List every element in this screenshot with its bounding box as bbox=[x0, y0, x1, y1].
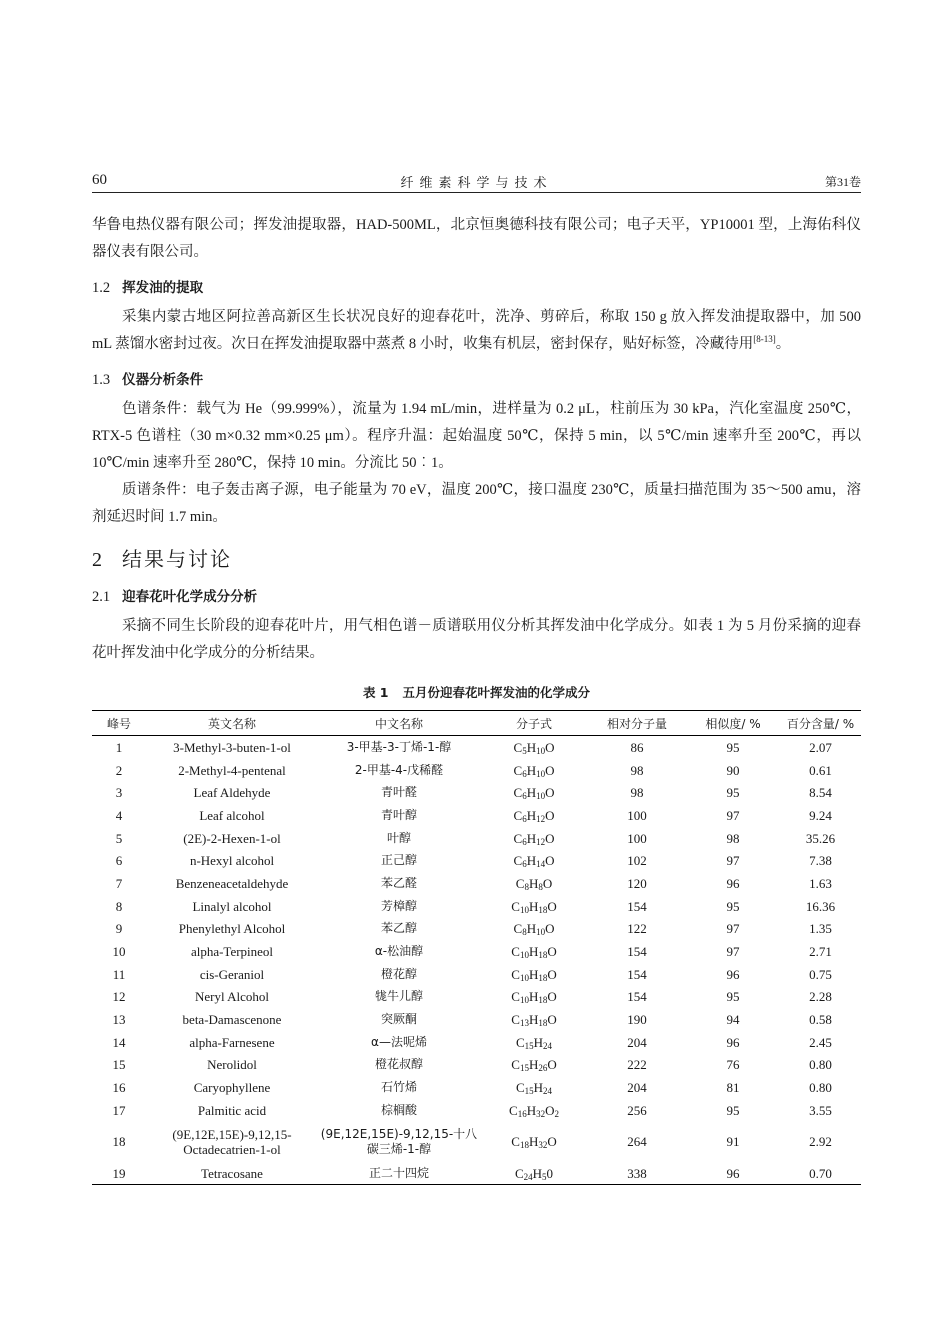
table-row bbox=[92, 804, 861, 827]
header-english-name: 英文名称 bbox=[207, 716, 256, 731]
peak-number: 14 bbox=[112, 1034, 126, 1050]
table-row bbox=[92, 759, 861, 782]
section-1-3-heading bbox=[92, 368, 861, 392]
formula-element: H bbox=[528, 875, 539, 891]
formula-element: C bbox=[513, 807, 523, 823]
molecular-weight: 338 bbox=[627, 1165, 647, 1181]
percentage: 1.63 bbox=[809, 875, 832, 891]
percentage: 35.26 bbox=[805, 830, 836, 846]
paragraph-text: 采集内蒙古地区阿拉善高新区生长状况良好的迎春花叶，洗净、剪碎后，称取 150 g 放入挥发油提取器中，加 500 mL 蒸馏水密封过夜。次日在挥发油提取器中蒸煮 8 小时，收集有机层，密封保存，贴好标签，冷藏待用 bbox=[92, 309, 861, 352]
similarity: 96 bbox=[726, 1165, 740, 1181]
header-percentage: 百分含量/ % bbox=[786, 716, 855, 731]
formula-element: H bbox=[533, 1080, 544, 1096]
molecular-weight: 122 bbox=[627, 921, 647, 937]
formula-subscript: 18 bbox=[538, 972, 548, 983]
formula-subscript: 24 bbox=[543, 1040, 553, 1051]
formula-element: C bbox=[513, 785, 523, 801]
section-number: 2.1 bbox=[92, 589, 111, 605]
chinese-name: 苯乙醇 bbox=[380, 921, 417, 936]
percentage: 2.92 bbox=[809, 1134, 832, 1150]
formula-element: H bbox=[528, 944, 539, 960]
molecular-formula bbox=[480, 940, 588, 963]
table-row bbox=[92, 963, 861, 986]
chinese-name: 橙花叔醇 bbox=[374, 1057, 423, 1072]
chinese-name: 青叶醛 bbox=[380, 785, 417, 800]
english-name: Nerolidol bbox=[207, 1057, 257, 1073]
section-1-2-heading bbox=[92, 276, 861, 300]
formula-subscript: 5 bbox=[542, 1171, 547, 1182]
molecular-weight: 98 bbox=[630, 762, 644, 778]
molecular-weight: 154 bbox=[627, 898, 647, 914]
formula-subscript: 14 bbox=[536, 859, 546, 870]
formula-subscript: 5 bbox=[522, 745, 527, 756]
table-row bbox=[92, 940, 861, 963]
formula-subscript: 18 bbox=[538, 950, 548, 961]
formula-element: H bbox=[526, 921, 537, 937]
formula-element: C bbox=[513, 830, 523, 846]
header-molecular-weight: 相对分子量 bbox=[606, 716, 667, 731]
formula-element: C bbox=[515, 1080, 525, 1096]
percentage: 2.45 bbox=[809, 1034, 832, 1050]
peak-number: 13 bbox=[112, 1012, 126, 1028]
molecular-weight: 98 bbox=[630, 785, 644, 801]
peak-number: 8 bbox=[115, 898, 123, 914]
chinese-name: 牻牛儿醇 bbox=[374, 989, 423, 1004]
formula-subscript: 10 bbox=[519, 904, 529, 915]
formula-element: C bbox=[515, 1034, 525, 1050]
peak-number: 11 bbox=[112, 966, 126, 982]
table-row bbox=[92, 895, 861, 918]
molecular-weight: 100 bbox=[627, 807, 647, 823]
chapter-2-heading bbox=[92, 545, 861, 575]
molecular-formula bbox=[480, 963, 588, 986]
section-title: 仪器分析条件 bbox=[122, 372, 204, 388]
formula-element: C bbox=[511, 1134, 520, 1150]
similarity: 97 bbox=[726, 853, 740, 869]
chapter-title: 结果与讨论 bbox=[122, 549, 232, 571]
formula-subscript: 18 bbox=[538, 1018, 548, 1029]
citation-ref[interactable]: [8-13] bbox=[753, 334, 776, 344]
formula-subscript: 32 bbox=[536, 1108, 546, 1119]
formula-element: C bbox=[511, 966, 520, 982]
table-row bbox=[92, 827, 861, 850]
peak-number: 7 bbox=[115, 875, 123, 891]
table-row bbox=[92, 872, 861, 895]
table-row bbox=[92, 1008, 861, 1031]
molecular-weight: 154 bbox=[627, 966, 647, 982]
formula-element: C bbox=[509, 1102, 518, 1118]
journal-title: 纤维素科学与技术 bbox=[400, 176, 553, 191]
formula-element: O bbox=[545, 785, 555, 801]
english-name: Leaf alcohol bbox=[199, 807, 265, 823]
similarity: 76 bbox=[726, 1057, 740, 1073]
paragraph-end: 。 bbox=[775, 336, 791, 352]
similarity: 95 bbox=[726, 898, 740, 914]
table-caption bbox=[92, 683, 861, 703]
formula-element: O bbox=[547, 966, 557, 982]
chinese-name: 叶醇 bbox=[386, 830, 411, 845]
formula-subscript: 10 bbox=[536, 745, 546, 756]
composition-table bbox=[92, 710, 861, 1185]
percentage: 0.58 bbox=[809, 1012, 832, 1028]
formula-element: O bbox=[545, 853, 555, 869]
similarity: 95 bbox=[726, 1102, 740, 1118]
percentage: 0.70 bbox=[809, 1165, 832, 1181]
percentage: 3.55 bbox=[809, 1102, 832, 1118]
english-name: (9E,12E,15E)-9,12,15-Octadecatrien-1-ol bbox=[172, 1126, 292, 1157]
header-chinese-name: 中文名称 bbox=[374, 716, 423, 731]
table-title: 五月份迎春花叶挥发油的化学成分 bbox=[402, 685, 591, 700]
formula-element: H bbox=[528, 989, 539, 1005]
peak-number: 5 bbox=[115, 830, 123, 846]
formula-subscript: 10 bbox=[519, 972, 529, 983]
formula-element: C bbox=[513, 853, 523, 869]
table-header-row bbox=[92, 711, 861, 736]
molecular-formula bbox=[480, 1031, 588, 1054]
formula-element: C bbox=[513, 739, 523, 755]
peak-number: 16 bbox=[112, 1080, 126, 1096]
molecular-formula bbox=[480, 781, 588, 804]
chinese-name: 突厥酮 bbox=[380, 1012, 417, 1027]
section-2-1-paragraph: 采摘不同生长阶段的迎春花叶片，用气相色谱－质谱联用仪分析其挥发油中化学成分。如表 1 为 5 月份采摘的迎春花叶挥发油中化学成分的分析结果。 bbox=[92, 618, 861, 661]
similarity: 94 bbox=[726, 1012, 740, 1028]
percentage: 16.36 bbox=[805, 898, 836, 914]
molecular-weight: 100 bbox=[627, 830, 647, 846]
molecular-weight: 102 bbox=[627, 853, 647, 869]
chinese-name: 苯乙醛 bbox=[380, 875, 417, 890]
peak-number: 19 bbox=[112, 1165, 126, 1181]
molecular-weight: 222 bbox=[627, 1057, 647, 1073]
chinese-name: 棕榈酸 bbox=[380, 1102, 417, 1117]
similarity: 81 bbox=[726, 1080, 740, 1096]
molecular-formula bbox=[480, 1162, 588, 1185]
molecular-formula bbox=[480, 736, 588, 759]
molecular-formula bbox=[480, 759, 588, 782]
english-name: Palmitic acid bbox=[197, 1102, 267, 1118]
formula-element: O bbox=[545, 830, 555, 846]
formula-subscript: 10 bbox=[519, 995, 529, 1006]
table-row bbox=[92, 1076, 861, 1099]
table-row bbox=[92, 1122, 861, 1162]
english-name: Leaf Aldehyde bbox=[193, 785, 271, 801]
percentage: 9.24 bbox=[809, 807, 832, 823]
table-row bbox=[92, 1031, 861, 1054]
formula-subscript: 13 bbox=[519, 1018, 529, 1029]
table-row bbox=[92, 736, 861, 759]
peak-number: 15 bbox=[112, 1057, 126, 1073]
percentage: 0.80 bbox=[809, 1057, 832, 1073]
formula-subscript: 8 bbox=[522, 927, 527, 938]
molecular-formula bbox=[480, 1054, 588, 1077]
molecular-weight: 204 bbox=[627, 1080, 647, 1096]
formula-subscript: 32 bbox=[538, 1140, 548, 1151]
percentage: 8.54 bbox=[809, 785, 832, 801]
formula-element: H bbox=[526, 830, 537, 846]
english-name: beta-Damascenone bbox=[182, 1012, 282, 1028]
peak-number: 9 bbox=[115, 921, 123, 937]
header-similarity: 相似度/ % bbox=[705, 716, 761, 731]
section-number: 1.3 bbox=[92, 372, 111, 388]
formula-element: H bbox=[526, 785, 537, 801]
chinese-name: 石竹烯 bbox=[380, 1080, 417, 1095]
formula-element: O bbox=[547, 944, 557, 960]
peak-number: 18 bbox=[112, 1134, 126, 1150]
formula-subscript: 18 bbox=[538, 995, 548, 1006]
similarity: 97 bbox=[726, 807, 740, 823]
peak-number: 12 bbox=[112, 989, 126, 1005]
similarity: 97 bbox=[726, 921, 740, 937]
formula-element: H bbox=[528, 966, 539, 982]
formula-subscript: 8 bbox=[524, 881, 529, 892]
similarity: 98 bbox=[726, 830, 740, 846]
formula-subscript: 18 bbox=[519, 1140, 529, 1151]
table-row bbox=[92, 1054, 861, 1077]
formula-subscript: 18 bbox=[538, 904, 548, 915]
formula-element: O bbox=[542, 875, 553, 891]
volume-label: 第31卷 bbox=[824, 175, 861, 189]
formula-element: C bbox=[511, 989, 520, 1005]
similarity: 95 bbox=[726, 785, 740, 801]
molecular-formula bbox=[480, 872, 588, 895]
molecular-formula bbox=[480, 849, 588, 872]
section-1-2-paragraph bbox=[92, 304, 861, 358]
percentage: 0.75 bbox=[809, 966, 832, 982]
running-header bbox=[92, 168, 861, 192]
chinese-name: 正二十四烷 bbox=[368, 1165, 429, 1180]
formula-element: H bbox=[526, 739, 537, 755]
english-name: cis-Geraniol bbox=[199, 966, 265, 982]
formula-subscript: 15 bbox=[524, 1086, 534, 1097]
chinese-name: 芳樟醇 bbox=[380, 898, 417, 913]
chinese-name: 3-甲基-3-丁烯-1-醇 bbox=[346, 739, 452, 754]
molecular-formula bbox=[480, 895, 588, 918]
formula-element: C bbox=[511, 944, 520, 960]
molecular-weight: 154 bbox=[627, 944, 647, 960]
table-row bbox=[92, 849, 861, 872]
table-number: 表 1 bbox=[362, 685, 389, 700]
molecular-formula bbox=[480, 1076, 588, 1099]
percentage: 0.80 bbox=[809, 1080, 832, 1096]
molecular-formula bbox=[480, 1122, 588, 1162]
formula-element: H bbox=[526, 1102, 537, 1118]
section-title: 迎春花叶化学成分分析 bbox=[122, 589, 258, 605]
chinese-name: α—法呢烯 bbox=[371, 1034, 427, 1049]
molecular-weight: 264 bbox=[627, 1134, 647, 1150]
formula-subscript: 10 bbox=[536, 927, 546, 938]
chinese-name: α-松油醇 bbox=[374, 944, 424, 959]
molecular-weight: 204 bbox=[627, 1034, 647, 1050]
formula-element: C bbox=[513, 921, 523, 937]
english-name: alpha-Terpineol bbox=[190, 944, 274, 960]
similarity: 91 bbox=[726, 1134, 740, 1150]
formula-subscript: 15 bbox=[519, 1063, 529, 1074]
percentage: 0.61 bbox=[809, 762, 832, 778]
molecular-weight: 190 bbox=[627, 1012, 647, 1028]
formula-element: H bbox=[526, 807, 537, 823]
formula-element: H bbox=[528, 898, 539, 914]
formula-element: H bbox=[526, 762, 537, 778]
percentage: 1.35 bbox=[809, 921, 832, 937]
formula-element: C bbox=[511, 1057, 520, 1073]
formula-element: H bbox=[526, 853, 537, 869]
molecular-formula bbox=[480, 804, 588, 827]
chapter-number: 2 bbox=[92, 549, 104, 571]
formula-subscript: 10 bbox=[536, 791, 546, 802]
english-name: 3-Methyl-3-buten-1-ol bbox=[173, 739, 291, 755]
formula-subscript: 10 bbox=[519, 950, 529, 961]
similarity: 96 bbox=[726, 1034, 740, 1050]
table-row bbox=[92, 781, 861, 804]
english-name: 2-Methyl-4-pentenal bbox=[178, 762, 286, 778]
english-name: Tetracosane bbox=[201, 1165, 263, 1181]
formula-element: C bbox=[513, 762, 523, 778]
formula-subscript: 12 bbox=[536, 836, 546, 847]
formula-subscript: 6 bbox=[522, 859, 527, 870]
formula-element: O bbox=[545, 807, 555, 823]
formula-element: O bbox=[547, 1057, 557, 1073]
percentage: 2.07 bbox=[809, 739, 832, 755]
chinese-name: 2-甲基-4-戊稀醛 bbox=[354, 762, 444, 777]
section-2-1-heading bbox=[92, 585, 861, 609]
formula-subscript: 15 bbox=[524, 1040, 534, 1051]
formula-element: C bbox=[511, 1012, 520, 1028]
header-rule bbox=[92, 192, 861, 193]
peak-number: 10 bbox=[112, 944, 126, 960]
section-title: 挥发油的提取 bbox=[122, 280, 204, 296]
formula-subscript: 6 bbox=[522, 836, 527, 847]
formula-subscript: 26 bbox=[538, 1063, 548, 1074]
peak-number: 17 bbox=[112, 1102, 126, 1118]
table-row bbox=[92, 918, 861, 941]
chromatography-paragraph: 色谱条件：载气为 He（99.999%），流量为 1.94 mL/min，进样量为 0.2 μL，柱前压为 30 kPa，汽化室温度 250℃，RTX-5 色谱柱（30 m×0.32 mm×0.25 μm）。程序升温：起始温度 50℃，保持 5 min，以 5℃/min 速率升至 200℃，再以 10℃/min 速率升至 280℃，保持 10 min。分流比 50︰1。 bbox=[92, 401, 861, 471]
table-row bbox=[92, 1162, 861, 1185]
mass-spec-paragraph: 质谱条件：电子轰击离子源，电子能量为 70 eV，温度 200℃，接口温度 230℃，质量扫描范围为 35～500 amu，溶剂延迟时间 1.7 min。 bbox=[92, 482, 861, 525]
english-name: Phenylethyl Alcohol bbox=[178, 921, 286, 937]
formula-element: H bbox=[528, 1134, 539, 1150]
chinese-name: 正己醇 bbox=[380, 853, 417, 868]
page-body bbox=[92, 212, 861, 1185]
molecular-formula bbox=[480, 986, 588, 1009]
formula-element: O bbox=[547, 1134, 557, 1150]
percentage: 2.28 bbox=[809, 989, 832, 1005]
formula-element: O bbox=[545, 921, 555, 937]
table-row bbox=[92, 1099, 861, 1122]
english-name: Benzeneacetaldehyde bbox=[175, 875, 289, 891]
formula-element: C bbox=[511, 898, 520, 914]
formula-subscript: 24 bbox=[543, 1086, 553, 1097]
molecular-weight: 154 bbox=[627, 989, 647, 1005]
percentage: 2.71 bbox=[809, 944, 832, 960]
peak-number: 4 bbox=[115, 807, 123, 823]
english-name: (2E)-2-Hexen-1-ol bbox=[183, 830, 281, 846]
similarity: 90 bbox=[726, 762, 740, 778]
header-formula: 分子式 bbox=[515, 716, 552, 731]
formula-subscript: 24 bbox=[523, 1171, 533, 1182]
header-peak-no: 峰号 bbox=[106, 716, 131, 731]
molecular-formula bbox=[480, 827, 588, 850]
peak-number: 6 bbox=[115, 853, 123, 869]
table-row bbox=[92, 986, 861, 1009]
english-name: Neryl Alcohol bbox=[194, 989, 269, 1005]
formula-element: C bbox=[514, 1165, 524, 1181]
similarity: 95 bbox=[726, 739, 740, 755]
section-number: 1.2 bbox=[92, 280, 111, 296]
formula-element: H bbox=[528, 1057, 539, 1073]
formula-element: O bbox=[547, 898, 557, 914]
formula-element: O bbox=[547, 1012, 557, 1028]
molecular-formula bbox=[480, 1008, 588, 1031]
english-name: Caryophyllene bbox=[193, 1080, 271, 1096]
formula-element: H bbox=[532, 1165, 543, 1181]
molecular-formula bbox=[480, 1099, 588, 1122]
formula-element: O bbox=[547, 989, 557, 1005]
formula-element: C bbox=[515, 875, 525, 891]
peak-number: 2 bbox=[115, 762, 123, 778]
formula-element: 0 bbox=[546, 1165, 554, 1181]
formula-element: H bbox=[528, 1012, 539, 1028]
formula-subscript: 6 bbox=[522, 791, 527, 802]
similarity: 97 bbox=[726, 944, 740, 960]
formula-element: O bbox=[545, 762, 555, 778]
formula-subscript: 6 bbox=[522, 813, 527, 824]
chinese-name: 橙花醇 bbox=[380, 966, 417, 981]
english-name: Linalyl alcohol bbox=[192, 898, 272, 914]
chinese-name: (9E,12E,15E)-9,12,15-十八碳三烯-1-醇 bbox=[320, 1126, 478, 1156]
molecular-weight: 86 bbox=[630, 739, 644, 755]
formula-subscript: 8 bbox=[538, 881, 543, 892]
similarity: 95 bbox=[726, 989, 740, 1005]
formula-element: O bbox=[545, 739, 555, 755]
molecular-formula bbox=[480, 918, 588, 941]
chinese-name: 青叶醇 bbox=[380, 807, 417, 822]
intro-paragraph: 华鲁电热仪器有限公司；挥发油提取器，HAD-500ML，北京恒奥德科技有限公司；电子天平，YP10001 型，上海佑科仪器仪表有限公司。 bbox=[92, 217, 861, 260]
peak-number: 1 bbox=[115, 739, 123, 755]
similarity: 96 bbox=[726, 966, 740, 982]
formula-subscript: 10 bbox=[536, 768, 546, 779]
formula-element: H bbox=[533, 1034, 544, 1050]
formula-subscript: 16 bbox=[517, 1108, 527, 1119]
formula-subscript: 6 bbox=[522, 768, 527, 779]
percentage: 7.38 bbox=[809, 853, 832, 869]
formula-element: O bbox=[545, 1102, 555, 1118]
formula-subscript: 12 bbox=[536, 813, 546, 824]
peak-number: 3 bbox=[115, 785, 123, 801]
page-number: 60 bbox=[92, 172, 107, 188]
similarity: 96 bbox=[726, 875, 740, 891]
molecular-weight: 120 bbox=[627, 875, 647, 891]
molecular-weight: 256 bbox=[627, 1102, 647, 1118]
english-name: n-Hexyl alcohol bbox=[189, 853, 275, 869]
english-name: alpha-Farnesene bbox=[189, 1034, 275, 1050]
formula-subscript: 2 bbox=[554, 1108, 559, 1119]
